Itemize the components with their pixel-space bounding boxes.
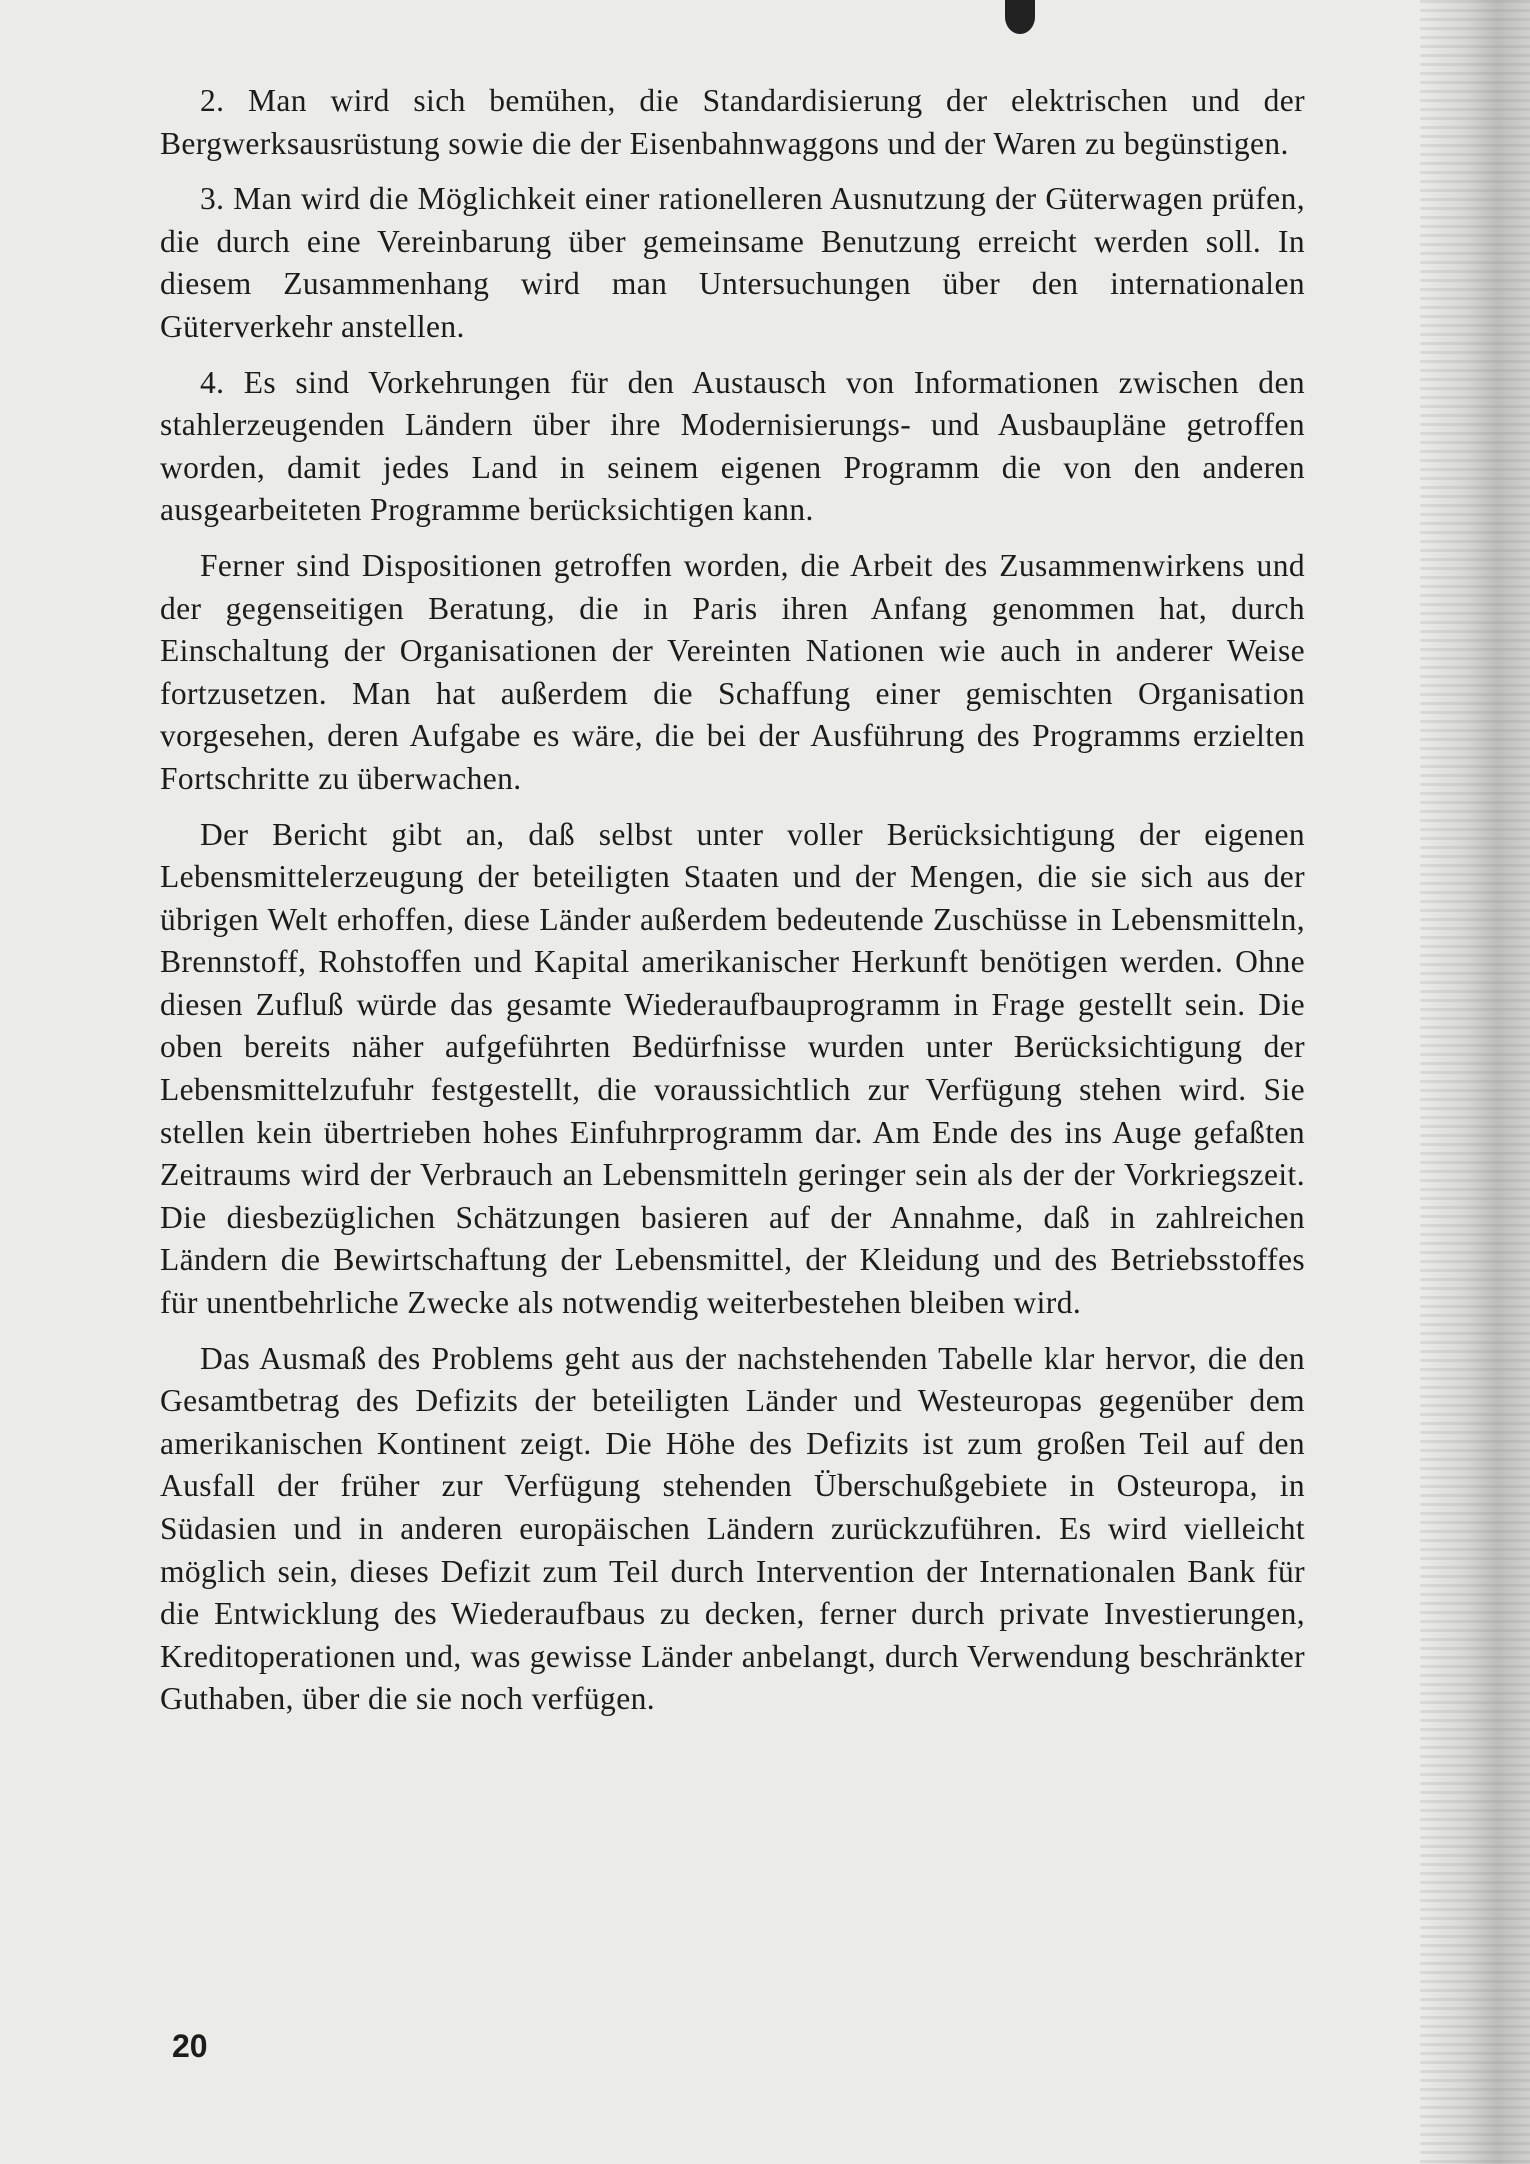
ink-blot (1005, 0, 1035, 34)
paragraph-item-3: 3. Man wird die Möglichkeit einer rationelleren Ausnutzung der Güterwagen prüfen, die durch eine Vereinbarung über gemeinsame Benutzung erreicht werden soll. In diesem Zusammenhang wird man Untersuchungen über den internationalen Güterverkehr anstellen. (160, 181, 1305, 344)
paragraph-item-4: 4. Es sind Vorkehrungen für den Austausch von Informationen zwischen den stahlerzeugenden Ländern über ihre Modernisierungs- und Ausbaupläne getroffen worden, damit jedes Land in seinem eigenen Programm die von den anderen ausgearbeiteten Programme berücksichtigen kann. (160, 364, 1305, 528)
scanned-page-edge (1420, 0, 1530, 2164)
paragraph-dispositions: Ferner sind Dispositionen getroffen worden, die Arbeit des Zusammenwirkens und der gegenseitigen Beratung, die in Paris ihren Anfang genommen hat, durch Einschaltung der Organisationen der Vereinten Nationen wie auch in anderer Weise fortzusetzen. Man hat außerdem die Schaffung einer gemischten Organisation vorgesehen, deren Aufgabe es wäre, die bei der Ausführung des Programms erzielten Fortschritte zu überwachen. (160, 547, 1305, 796)
paragraph-deficit: Das Ausmaß des Problems geht aus der nachstehenden Tabelle klar hervor, die den Gesamtbetrag des Defizits der beteiligten Länder und Westeuropas gegenüber dem amerikanischen Kontinent zeigt. Die Höhe des Defizits ist zum großen Teil auf den Ausfall der früher zur Verfügung stehenden Überschußgebiete in Osteuropa, in Südasien und in anderen europäischen Ländern zurückzuführen. Es wird vielleicht möglich sein, dieses Defizit zum Teil durch Intervention der Internationalen Bank für die Entwicklung des Wiederaufbaus zu decken, ferner durch private Investierungen, Kreditoperationen und, was gewisse Länder anbelangt, durch Verwendung beschränkter Guthaben, über die sie noch verfügen. (160, 1340, 1305, 1717)
paragraph-report: Der Bericht gibt an, daß selbst unter voller Berücksichtigung der eigenen Lebensmittelerzeugung der beteiligten Staaten und der Mengen, die sie sich aus der übrigen Welt erhoffen, diese Länder außerdem bedeutende Zuschüsse in Lebensmitteln, Brennstoff, Rohstoffen und Kapital amerikanischer Herkunft benötigen werden. Ohne diesen Zufluß würde das gesamte Wiederaufbauprogramm in Frage gestellt sein. Die oben bereits näher aufgeführten Bedürfnisse wurden unter Berücksichtigung der Lebensmittelzufuhr festgestellt, die voraussichtlich zur Verfügung stehen wird. Sie stellen kein übertrieben hohes Einfuhrprogramm dar. Am Ende des ins Auge gefaßten Zeitraums wird der Verbrauch an Lebensmitteln geringer sein als der der Vorkriegszeit. Die diesbezüglichen Schätzungen basieren auf der Annahme, daß in zahlreichen Ländern die Bewirtschaftung der Lebensmittel, der Kleidung und des Betriebsstoffes für unentbehrliche Zwecke als notwendig weiterbestehen bleiben wird. (160, 816, 1305, 1321)
paragraph-item-2: 2. Man wird sich bemühen, die Standardisierung der elektrischen und der Bergwerksausrüstung sowie die der Eisenbahnwaggons und der Waren zu begünstigen. (160, 83, 1305, 161)
page-number: 20 (172, 2028, 208, 2064)
body-text (160, 80, 1305, 1734)
